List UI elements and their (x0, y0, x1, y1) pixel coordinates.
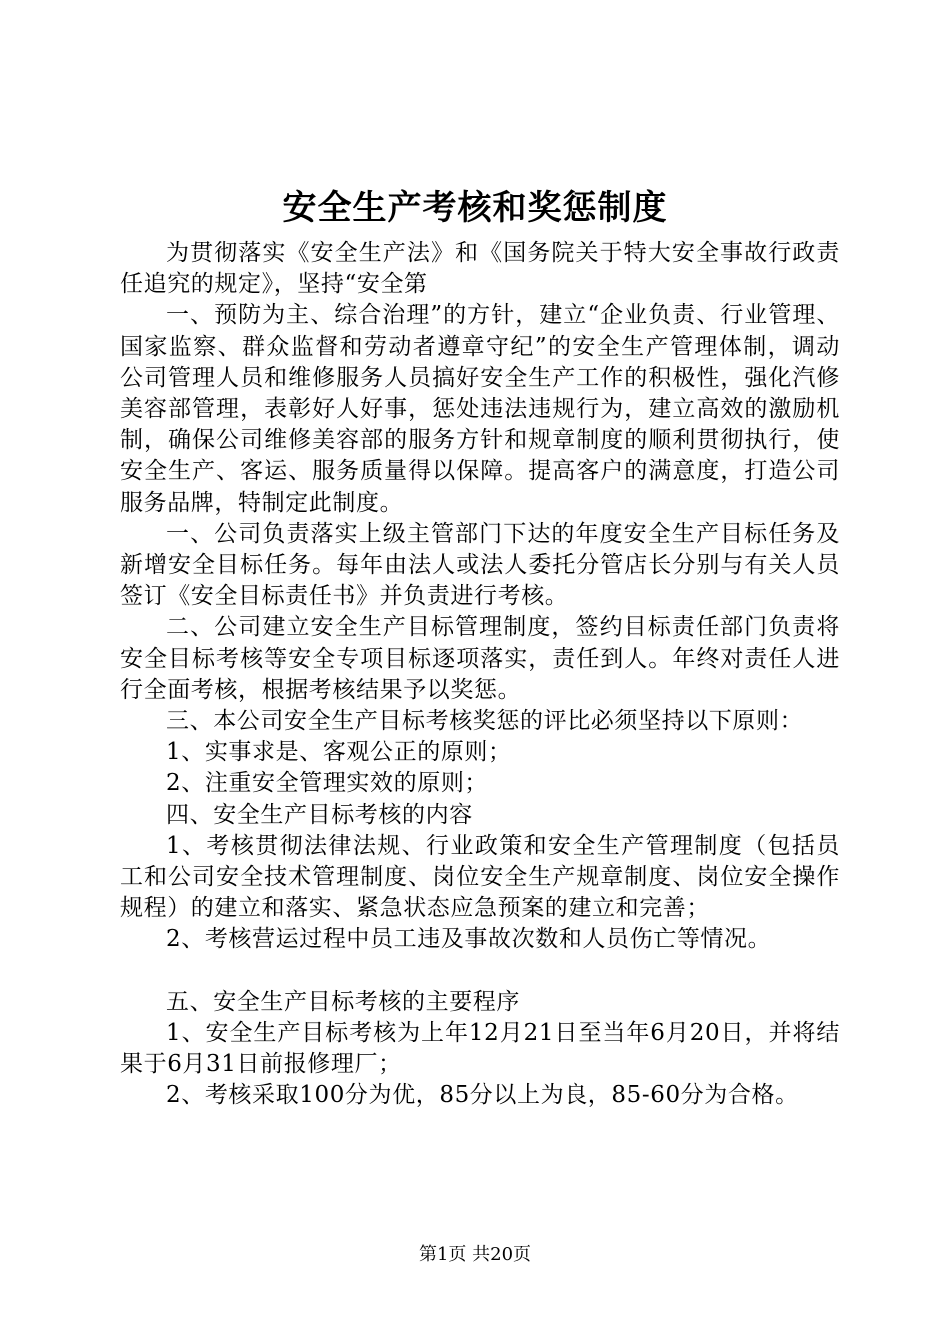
list-item-principle-2: 2、注重安全管理实效的原则； (166, 770, 489, 797)
document-title: 安全生产考核和奖惩制度 (282, 188, 668, 228)
list-item-procedure-2: 2、考核采取100分为优，85分以上为良，85-60分为合格。 (166, 1082, 799, 1109)
section-heading-procedure: 五、安全生产目标考核的主要程序 (166, 988, 520, 1015)
paragraph-section-2: 二、公司建立安全生产目标管理制度，签约目标责任部门负责将安全目标考核等安全专项目标逐项落实，责任到人。年终对责任人进行全面考核，根据考核结果予以奖惩。 (120, 614, 840, 703)
paragraph-section-1: 一、公司负责落实上级主管部门下达的年度安全生产目标任务及新增安全目标任务。每年由法人或法人委托分管店长分别与有关人员签订《安全目标责任书》并负责进行考核。 (120, 520, 840, 610)
list-item-procedure-1: 1、安全生产目标考核为上年12月21日至当年6月20日，并将结果于6月31日前报修理厂； (120, 1019, 840, 1078)
paragraph-spacer (120, 956, 840, 987)
paragraph-principles: 一、预防为主、综合治理”的方针，建立“企业负责、行业管理、国家监察、群众监督和劳动者遵章守纪”的安全生产管理体制，调动公司管理人员和维修服务人员搞好安全生产工作的积极性，强化汽修美容部管理，表彰好人好事，惩处违法违规行为，建立高效的激励机制，确保公司维修美容部的服务方针和规章制度的顺利贯彻执行，使安全生产、客运、服务质量得以保障。提高客户的满意度，打造公司服务品牌，特制定此制度。 (120, 302, 840, 516)
list-item-content-1: 1、考核贯彻法律法规、行业政策和安全生产管理制度（包括员工和公司安全技术管理制度、岗位安全生产规章制度、岗位安全操作规程）的建立和落实、紧急状态应急预案的建立和完善； (120, 832, 840, 922)
list-item-principle-1: 1、实事求是、客观公正的原则； (166, 739, 512, 766)
paragraph-intro: 为贯彻落实《安全生产法》和《国务院关于特大安全事故行政责任追究的规定》，坚持“安全第 (120, 240, 840, 298)
list-item-content-2: 2、考核营运过程中员工违及事故次数和人员伤亡等情况。 (166, 926, 772, 953)
section-heading-content: 四、安全生产目标考核的内容 (166, 801, 473, 828)
page-number: 第1页 共20页 (418, 1244, 532, 1265)
document-body (120, 238, 840, 1111)
paragraph-section-3: 三、本公司安全生产目标考核奖惩的评比必须坚持以下原则： (166, 708, 804, 735)
